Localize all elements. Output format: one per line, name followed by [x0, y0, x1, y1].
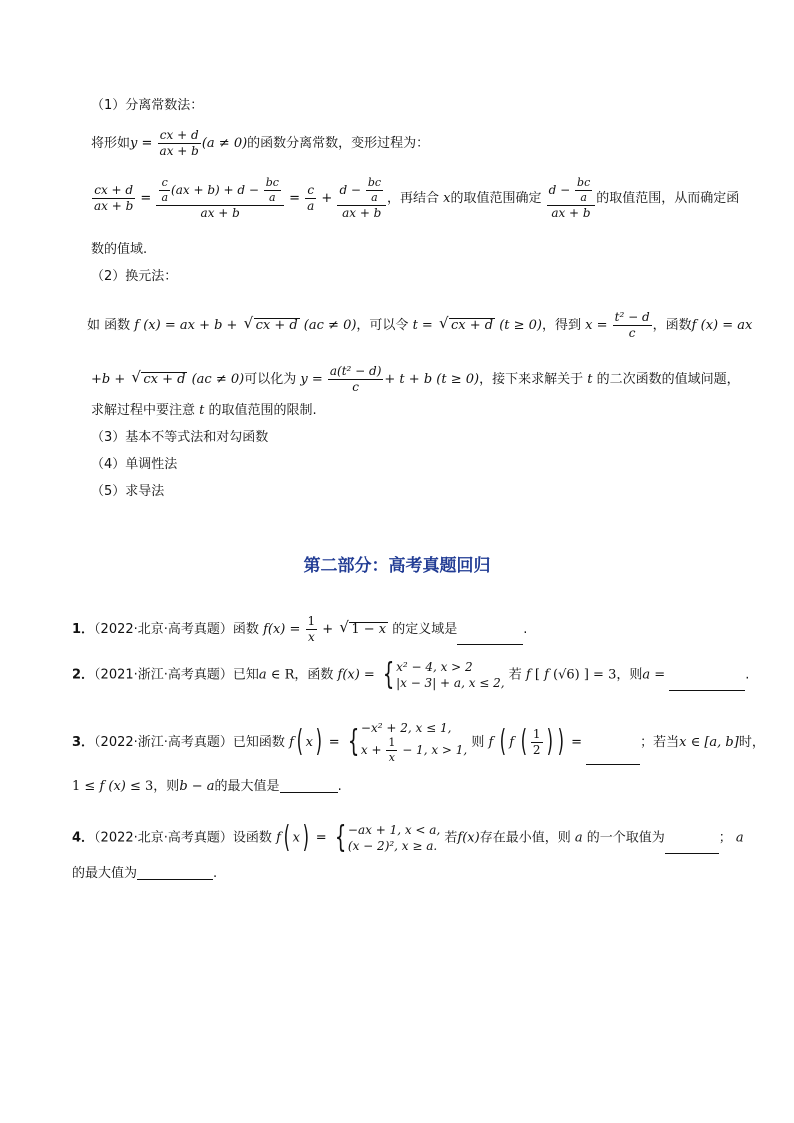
problem-1-number: 1． — [72, 622, 95, 637]
problem-4-line2-a: 的最大值为 — [72, 866, 138, 881]
method1-line1-suffix: 的函数分离常数，变形过程为： — [247, 136, 430, 151]
problem-1-source: （2022·北京·高考真题） — [94, 622, 233, 637]
problem-1-text-b: 的定义域是 — [392, 622, 458, 637]
method2-line2-d: 的二次函数的值域问题， — [596, 372, 740, 387]
problem-3-end: . — [337, 779, 342, 794]
method2-line1-c: ，得到 — [542, 318, 582, 333]
problem-2-number: 2． — [72, 667, 95, 683]
method1-line1-prefix: 将形如 — [91, 136, 131, 151]
problem-1: 1．（2022·北京·高考真题）函数 f(x) = $\frac{1}{x}$ + √ 1 − x 的定义域是 . — [72, 614, 527, 645]
method2-line1: 如 函数 f (x) = ax + b + √ cx + d (ac ≠ 0)，可以令 t = √ cx + d (t ≥ 0)，得到 x = $\frac{\text{t² − d}}{c}$ ，函数f (x) = ax — [87, 310, 752, 341]
problem-3-line2: 1 ≤ f (x) ≤ 3，则b − a的最大值是 . — [72, 779, 342, 794]
problem-1-end: . — [523, 622, 528, 637]
problem-3-text-e: 时， — [738, 734, 765, 750]
answer-blank[interactable] — [280, 780, 338, 793]
problem-3-text-d: ；若当 — [640, 734, 680, 750]
answer-blank[interactable] — [586, 752, 640, 765]
method2-line1-a: 如 函数 — [87, 318, 131, 333]
problem-4-text-c: 若 — [444, 830, 458, 846]
problem-4-line2 — [72, 867, 217, 880]
problem-3: 3．（2022·浙江·高考真题）已知函数 f( x) = { −x² + 2, x ≤ 1, x + $\frac{1}{x}$ − 1, x > 1, 则 f ( f ( $\frac{1}{2}$ ) ) = ；若当x ∈ [a, b]时， — [72, 721, 765, 764]
problem-2-text-a: 已知 — [232, 667, 259, 683]
problem-4-end: . — [213, 866, 218, 881]
answer-blank[interactable] — [665, 841, 719, 854]
method1-title: （1）分离常数法： — [91, 98, 204, 113]
section-title: 第二部分：高考真题回归 — [303, 556, 491, 576]
method2-line2-b: 可以化为 — [244, 372, 297, 387]
problem-3-number: 3． — [72, 734, 95, 750]
method2-line3: 求解过程中要注意 t 的取值范围的限制. — [91, 403, 317, 418]
method1-line2: $\frac{cx + d}{ax + b}$ = $\frac{c}{a}$ (ax + b) + d − $\frac{bc}{a}$ ax + b = $\frac{c}{a}$ + d − $\frac{bc}{a}$ ax + b ，再结合 x的取值范围确定 d − $\frac{bc}{a}$ ax + b 的取值范围，从而确定函 — [94, 176, 740, 220]
problem-3-source: （2022·浙江·高考真题） — [94, 734, 233, 750]
problem-1-text-a: 函数 — [232, 622, 259, 637]
method2-line2-c: ，接下来求解关于 — [479, 372, 584, 387]
problem-4: 4．（2022·北京·高考真题）设函数 f( x) = { −ax + 1, x < a, (x − 2)², x ≥ a. 若f(x)存在最小值，则 a 的一个取值为 ； a — [72, 820, 744, 856]
method2-line3-a: 求解过程中要注意 — [91, 403, 196, 418]
problem-2: 2．（2021·浙江·高考真题）已知a ∈ R，函数 f(x) = { x² − 4, x > 2 |x − 3| + a, x ≤ 2, 若 f [ f (√6) ] = 3，则a = . — [72, 657, 750, 693]
method3: （3）基本不等式法和对勾函数 — [91, 430, 269, 445]
method2-title: （2）换元法： — [91, 269, 178, 284]
problem-2-end: . — [745, 667, 750, 683]
problem-2-source: （2021·浙江·高考真题） — [94, 667, 233, 683]
answer-blank[interactable] — [669, 678, 745, 691]
problem-3-text-a: 已知函数 — [232, 734, 285, 750]
problem-3-line2-a: ，则 — [153, 779, 180, 794]
method2-line3-b: 的取值范围的限制. — [208, 403, 317, 418]
answer-blank[interactable] — [137, 867, 213, 880]
method2-line1-b: ，可以令 — [356, 318, 409, 333]
problem-2-text-d: ，则 — [616, 667, 643, 683]
problem-4-text-a: 设函数 — [232, 830, 272, 846]
method4: （4）单调性法 — [91, 457, 178, 472]
problem-4-text-e: 的一个取值为 — [586, 830, 665, 846]
problem-2-text-b: ，函数 — [294, 667, 334, 683]
method1-line2-suffix: ，再结合 — [387, 190, 440, 206]
problem-3-text-c: 则 — [471, 734, 485, 750]
method2-line2: +b + √ cx + d (ac ≠ 0)可以化为 y = $\frac{\text{a(t² − d)}}{c}$ + t + b (t ≥ 0)，接下来求解关于 t 的二次函数的值域问题， — [91, 364, 740, 395]
problem-3-line2-b: 的最大值是 — [214, 779, 280, 794]
method1-line2-end: 的取值范围，从而确定函 — [596, 190, 740, 206]
problem-2-text-c: 若 — [508, 667, 522, 683]
problem-4-text-d: 存在最小值，则 — [479, 830, 571, 846]
method1-line3: 数的值域. — [91, 242, 148, 257]
method5: （5）求导法 — [91, 484, 165, 499]
method1-line1: 将形如y = $\frac{cx + d}{ax + b}$ (a ≠ 0)的函数分离常数，变形过程为： — [91, 128, 430, 158]
answer-blank[interactable] — [457, 632, 523, 645]
method2-line1-d: ，函数 — [652, 318, 692, 333]
problem-4-number: 4． — [72, 830, 95, 846]
problem-4-text-f: ； — [718, 830, 732, 846]
formula-fraction: $\frac{cx + d}{ax + b}$ — [159, 128, 199, 158]
problem-4-source: （2022·北京·高考真题） — [94, 830, 233, 846]
method1-line2-mid: 的取值范围确定 — [450, 190, 542, 206]
